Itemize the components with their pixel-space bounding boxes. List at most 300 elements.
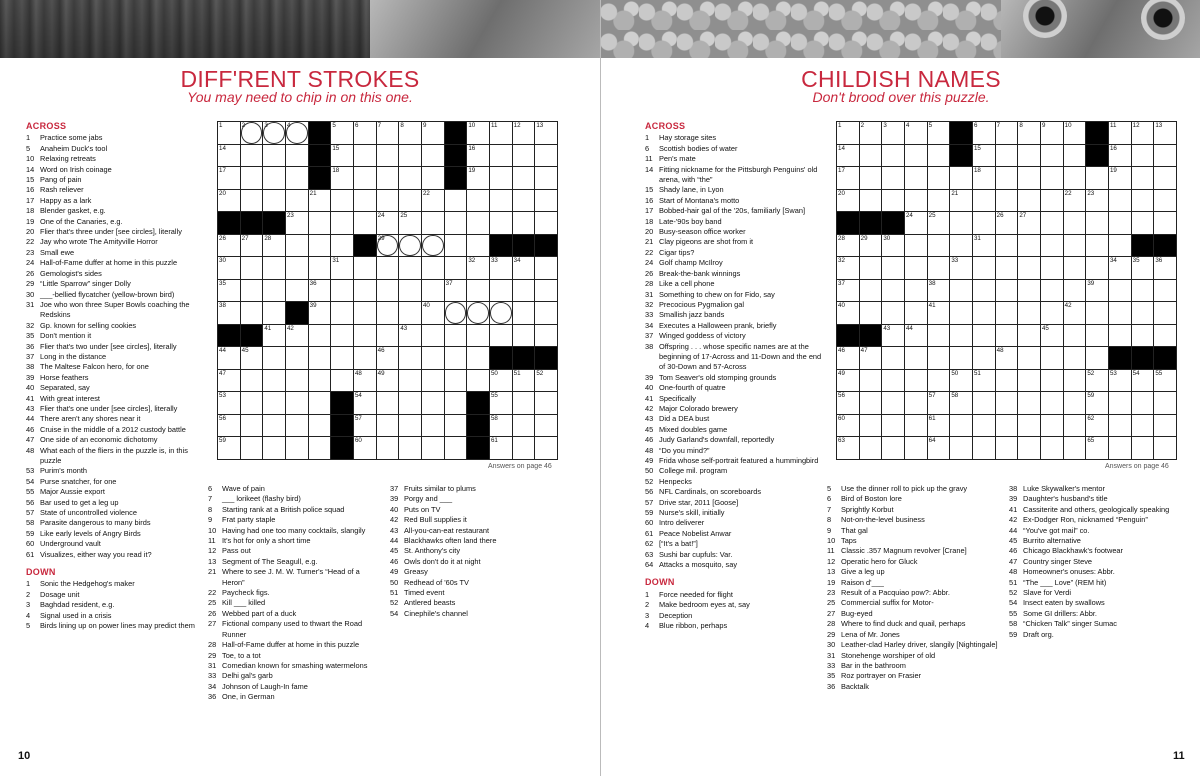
grid-cell[interactable] <box>1154 167 1176 189</box>
grid-cell[interactable] <box>996 212 1018 234</box>
grid-cell[interactable] <box>1109 122 1131 144</box>
grid-cell[interactable] <box>860 415 882 437</box>
grid-cell[interactable] <box>490 212 512 234</box>
grid-cell[interactable] <box>1064 190 1086 212</box>
grid-cell[interactable] <box>1018 325 1040 347</box>
crossword-grid[interactable] <box>836 121 1177 460</box>
grid-cell[interactable] <box>1132 437 1154 459</box>
grid-cell[interactable] <box>490 325 512 347</box>
grid-cell[interactable] <box>837 280 859 302</box>
grid-cell[interactable] <box>1018 212 1040 234</box>
grid-cell[interactable] <box>928 235 950 257</box>
grid-cell[interactable] <box>377 145 399 167</box>
grid-cell[interactable] <box>535 190 557 212</box>
grid-cell[interactable] <box>1086 190 1108 212</box>
grid-cell[interactable] <box>1018 167 1040 189</box>
grid-cell[interactable] <box>928 212 950 234</box>
grid-cell[interactable] <box>1064 167 1086 189</box>
grid-cell[interactable] <box>905 212 927 234</box>
grid-cell[interactable] <box>1018 370 1040 392</box>
grid-cell[interactable] <box>377 235 399 257</box>
grid-cell[interactable] <box>973 257 995 279</box>
grid-cell[interactable] <box>309 280 331 302</box>
grid-cell[interactable] <box>973 437 995 459</box>
grid-cell[interactable] <box>263 370 285 392</box>
grid-cell[interactable] <box>263 302 285 324</box>
grid-cell[interactable] <box>950 437 972 459</box>
grid-cell[interactable] <box>422 370 444 392</box>
grid-cell[interactable] <box>467 190 489 212</box>
grid-cell[interactable] <box>928 347 950 369</box>
grid-cell[interactable] <box>860 280 882 302</box>
grid-cell[interactable] <box>331 212 353 234</box>
grid-cell[interactable] <box>241 145 263 167</box>
grid-cell[interactable] <box>882 280 904 302</box>
grid-cell[interactable] <box>241 347 263 369</box>
grid-cell[interactable] <box>399 122 421 144</box>
grid-cell[interactable] <box>860 370 882 392</box>
grid-cell[interactable] <box>950 392 972 414</box>
grid-cell[interactable] <box>422 437 444 459</box>
grid-cell[interactable] <box>399 235 421 257</box>
grid-cell[interactable] <box>882 145 904 167</box>
grid-cell[interactable] <box>309 392 331 414</box>
grid-cell[interactable] <box>354 415 376 437</box>
grid-cell[interactable] <box>1018 392 1040 414</box>
grid-cell[interactable] <box>513 370 535 392</box>
grid-cell[interactable] <box>860 257 882 279</box>
grid-cell[interactable] <box>905 257 927 279</box>
grid-cell[interactable] <box>1109 415 1131 437</box>
grid-cell[interactable] <box>218 167 240 189</box>
grid-cell[interactable] <box>882 437 904 459</box>
grid-cell[interactable] <box>1109 392 1131 414</box>
grid-cell[interactable] <box>241 392 263 414</box>
grid-cell[interactable] <box>490 392 512 414</box>
grid-cell[interactable] <box>354 392 376 414</box>
grid-cell[interactable] <box>354 280 376 302</box>
grid-cell[interactable] <box>996 257 1018 279</box>
grid-cell[interactable] <box>399 145 421 167</box>
grid-cell[interactable] <box>354 347 376 369</box>
grid-cell[interactable] <box>490 167 512 189</box>
grid-cell[interactable] <box>950 280 972 302</box>
grid-cell[interactable] <box>1132 415 1154 437</box>
grid-cell[interactable] <box>882 415 904 437</box>
grid-cell[interactable] <box>377 415 399 437</box>
grid-cell[interactable] <box>1064 122 1086 144</box>
grid-cell[interactable] <box>445 392 467 414</box>
grid-cell[interactable] <box>1064 392 1086 414</box>
grid-cell[interactable] <box>309 370 331 392</box>
grid-cell[interactable] <box>513 302 535 324</box>
grid-cell[interactable] <box>331 302 353 324</box>
grid-cell[interactable] <box>535 437 557 459</box>
grid-cell[interactable] <box>377 302 399 324</box>
grid-cell[interactable] <box>377 167 399 189</box>
grid-cell[interactable] <box>1018 347 1040 369</box>
grid-cell[interactable] <box>218 257 240 279</box>
grid-cell[interactable] <box>331 370 353 392</box>
grid-cell[interactable] <box>1041 302 1063 324</box>
grid-cell[interactable] <box>286 190 308 212</box>
grid-cell[interactable] <box>241 415 263 437</box>
grid-cell[interactable] <box>996 167 1018 189</box>
grid-cell[interactable] <box>241 437 263 459</box>
grid-cell[interactable] <box>1109 167 1131 189</box>
grid-cell[interactable] <box>882 190 904 212</box>
grid-cell[interactable] <box>837 347 859 369</box>
grid-cell[interactable] <box>422 122 444 144</box>
grid-cell[interactable] <box>1086 325 1108 347</box>
grid-cell[interactable] <box>1086 415 1108 437</box>
grid-cell[interactable] <box>263 415 285 437</box>
grid-cell[interactable] <box>837 437 859 459</box>
grid-cell[interactable] <box>860 190 882 212</box>
grid-cell[interactable] <box>928 437 950 459</box>
grid-cell[interactable] <box>218 235 240 257</box>
grid-cell[interactable] <box>860 167 882 189</box>
grid-cell[interactable] <box>241 190 263 212</box>
grid-cell[interactable] <box>1064 302 1086 324</box>
grid-cell[interactable] <box>1064 212 1086 234</box>
grid-cell[interactable] <box>422 167 444 189</box>
grid-cell[interactable] <box>513 392 535 414</box>
grid-cell[interactable] <box>218 302 240 324</box>
grid-cell[interactable] <box>490 257 512 279</box>
grid-cell[interactable] <box>445 235 467 257</box>
grid-cell[interactable] <box>860 145 882 167</box>
grid-cell[interactable] <box>950 235 972 257</box>
grid-cell[interactable] <box>422 190 444 212</box>
grid-cell[interactable] <box>490 190 512 212</box>
grid-cell[interactable] <box>490 122 512 144</box>
grid-cell[interactable] <box>309 257 331 279</box>
grid-cell[interactable] <box>218 392 240 414</box>
grid-cell[interactable] <box>535 325 557 347</box>
grid-cell[interactable] <box>1086 167 1108 189</box>
grid-cell[interactable] <box>513 257 535 279</box>
grid-cell[interactable] <box>445 212 467 234</box>
grid-cell[interactable] <box>467 145 489 167</box>
grid-cell[interactable] <box>1041 280 1063 302</box>
grid-cell[interactable] <box>445 280 467 302</box>
grid-cell[interactable] <box>218 122 240 144</box>
grid-cell[interactable] <box>286 437 308 459</box>
grid-cell[interactable] <box>399 280 421 302</box>
grid-cell[interactable] <box>1154 302 1176 324</box>
grid-cell[interactable] <box>860 347 882 369</box>
grid-cell[interactable] <box>286 235 308 257</box>
grid-cell[interactable] <box>467 235 489 257</box>
grid-cell[interactable] <box>860 302 882 324</box>
grid-cell[interactable] <box>422 392 444 414</box>
grid-cell[interactable] <box>973 415 995 437</box>
grid-cell[interactable] <box>513 280 535 302</box>
grid-cell[interactable] <box>1086 235 1108 257</box>
grid-cell[interactable] <box>286 167 308 189</box>
grid-cell[interactable] <box>354 325 376 347</box>
grid-cell[interactable] <box>354 370 376 392</box>
grid-cell[interactable] <box>905 167 927 189</box>
grid-cell[interactable] <box>950 370 972 392</box>
grid-cell[interactable] <box>241 122 263 144</box>
grid-cell[interactable] <box>263 257 285 279</box>
grid-cell[interactable] <box>399 302 421 324</box>
grid-cell[interactable] <box>973 280 995 302</box>
grid-cell[interactable] <box>882 302 904 324</box>
grid-cell[interactable] <box>1154 257 1176 279</box>
grid-cell[interactable] <box>1154 212 1176 234</box>
grid-cell[interactable] <box>1086 392 1108 414</box>
grid-cell[interactable] <box>286 347 308 369</box>
grid-cell[interactable] <box>467 302 489 324</box>
grid-cell[interactable] <box>354 145 376 167</box>
grid-cell[interactable] <box>354 212 376 234</box>
grid-cell[interactable] <box>490 145 512 167</box>
grid-cell[interactable] <box>996 302 1018 324</box>
grid-cell[interactable] <box>996 235 1018 257</box>
grid-cell[interactable] <box>490 437 512 459</box>
grid-cell[interactable] <box>354 190 376 212</box>
grid-cell[interactable] <box>950 415 972 437</box>
grid-cell[interactable] <box>263 167 285 189</box>
grid-cell[interactable] <box>241 280 263 302</box>
grid-cell[interactable] <box>286 212 308 234</box>
grid-cell[interactable] <box>399 212 421 234</box>
grid-cell[interactable] <box>996 370 1018 392</box>
grid-cell[interactable] <box>513 190 535 212</box>
grid-cell[interactable] <box>837 370 859 392</box>
grid-cell[interactable] <box>905 280 927 302</box>
grid-cell[interactable] <box>286 392 308 414</box>
grid-cell[interactable] <box>513 122 535 144</box>
grid-cell[interactable] <box>1132 370 1154 392</box>
grid-cell[interactable] <box>331 347 353 369</box>
grid-cell[interactable] <box>513 437 535 459</box>
grid-cell[interactable] <box>905 235 927 257</box>
grid-cell[interactable] <box>1154 190 1176 212</box>
grid-cell[interactable] <box>928 257 950 279</box>
grid-cell[interactable] <box>218 280 240 302</box>
grid-cell[interactable] <box>218 415 240 437</box>
grid-cell[interactable] <box>996 325 1018 347</box>
grid-cell[interactable] <box>331 122 353 144</box>
grid-cell[interactable] <box>399 415 421 437</box>
grid-cell[interactable] <box>1064 235 1086 257</box>
grid-cell[interactable] <box>535 392 557 414</box>
grid-cell[interactable] <box>1109 190 1131 212</box>
grid-cell[interactable] <box>1086 347 1108 369</box>
grid-cell[interactable] <box>377 122 399 144</box>
grid-cell[interactable] <box>1018 235 1040 257</box>
grid-cell[interactable] <box>837 122 859 144</box>
grid-cell[interactable] <box>422 257 444 279</box>
grid-cell[interactable] <box>996 280 1018 302</box>
grid-cell[interactable] <box>309 212 331 234</box>
grid-cell[interactable] <box>218 145 240 167</box>
grid-cell[interactable] <box>1018 122 1040 144</box>
grid-cell[interactable] <box>1041 190 1063 212</box>
grid-cell[interactable] <box>1154 392 1176 414</box>
grid-cell[interactable] <box>377 347 399 369</box>
grid-cell[interactable] <box>996 145 1018 167</box>
grid-cell[interactable] <box>467 257 489 279</box>
grid-cell[interactable] <box>1132 122 1154 144</box>
grid-cell[interactable] <box>950 347 972 369</box>
grid-cell[interactable] <box>535 370 557 392</box>
grid-cell[interactable] <box>928 302 950 324</box>
grid-cell[interactable] <box>950 167 972 189</box>
grid-cell[interactable] <box>1109 212 1131 234</box>
grid-cell[interactable] <box>490 280 512 302</box>
grid-cell[interactable] <box>837 302 859 324</box>
grid-cell[interactable] <box>354 257 376 279</box>
grid-cell[interactable] <box>996 415 1018 437</box>
grid-cell[interactable] <box>1041 257 1063 279</box>
grid-cell[interactable] <box>399 392 421 414</box>
grid-cell[interactable] <box>467 212 489 234</box>
grid-cell[interactable] <box>1041 415 1063 437</box>
grid-cell[interactable] <box>399 167 421 189</box>
grid-cell[interactable] <box>1018 437 1040 459</box>
grid-cell[interactable] <box>973 167 995 189</box>
grid-cell[interactable] <box>1086 212 1108 234</box>
grid-cell[interactable] <box>467 122 489 144</box>
grid-cell[interactable] <box>377 257 399 279</box>
grid-cell[interactable] <box>1018 145 1040 167</box>
grid-cell[interactable] <box>882 392 904 414</box>
grid-cell[interactable] <box>1041 212 1063 234</box>
grid-cell[interactable] <box>882 325 904 347</box>
grid-cell[interactable] <box>1064 437 1086 459</box>
grid-cell[interactable] <box>837 235 859 257</box>
grid-cell[interactable] <box>882 235 904 257</box>
grid-cell[interactable] <box>928 145 950 167</box>
grid-cell[interactable] <box>399 437 421 459</box>
grid-cell[interactable] <box>467 370 489 392</box>
grid-cell[interactable] <box>1018 415 1040 437</box>
grid-cell[interactable] <box>950 190 972 212</box>
grid-cell[interactable] <box>263 392 285 414</box>
grid-cell[interactable] <box>973 145 995 167</box>
grid-cell[interactable] <box>377 190 399 212</box>
grid-cell[interactable] <box>973 122 995 144</box>
grid-cell[interactable] <box>1109 370 1131 392</box>
grid-cell[interactable] <box>1064 280 1086 302</box>
grid-cell[interactable] <box>399 325 421 347</box>
grid-cell[interactable] <box>263 235 285 257</box>
grid-cell[interactable] <box>1064 370 1086 392</box>
grid-cell[interactable] <box>905 145 927 167</box>
grid-cell[interactable] <box>1086 280 1108 302</box>
grid-cell[interactable] <box>950 325 972 347</box>
grid-cell[interactable] <box>928 392 950 414</box>
grid-cell[interactable] <box>1109 325 1131 347</box>
grid-cell[interactable] <box>1086 302 1108 324</box>
grid-cell[interactable] <box>513 415 535 437</box>
grid-cell[interactable] <box>860 437 882 459</box>
grid-cell[interactable] <box>905 392 927 414</box>
grid-cell[interactable] <box>950 212 972 234</box>
grid-cell[interactable] <box>445 415 467 437</box>
grid-cell[interactable] <box>331 280 353 302</box>
grid-cell[interactable] <box>422 145 444 167</box>
grid-cell[interactable] <box>286 415 308 437</box>
grid-cell[interactable] <box>467 280 489 302</box>
grid-cell[interactable] <box>490 415 512 437</box>
grid-cell[interactable] <box>513 145 535 167</box>
grid-cell[interactable] <box>490 370 512 392</box>
grid-cell[interactable] <box>1109 280 1131 302</box>
grid-cell[interactable] <box>1086 257 1108 279</box>
grid-cell[interactable] <box>1132 145 1154 167</box>
grid-cell[interactable] <box>467 167 489 189</box>
grid-cell[interactable] <box>377 280 399 302</box>
grid-cell[interactable] <box>837 145 859 167</box>
grid-cell[interactable] <box>354 437 376 459</box>
grid-cell[interactable] <box>1086 370 1108 392</box>
grid-cell[interactable] <box>490 302 512 324</box>
grid-cell[interactable] <box>1018 302 1040 324</box>
grid-cell[interactable] <box>422 212 444 234</box>
grid-cell[interactable] <box>535 257 557 279</box>
grid-cell[interactable] <box>309 190 331 212</box>
grid-cell[interactable] <box>513 167 535 189</box>
grid-cell[interactable] <box>445 302 467 324</box>
grid-cell[interactable] <box>837 257 859 279</box>
grid-cell[interactable] <box>1041 325 1063 347</box>
grid-cell[interactable] <box>241 257 263 279</box>
grid-cell[interactable] <box>1154 325 1176 347</box>
grid-cell[interactable] <box>354 122 376 144</box>
grid-cell[interactable] <box>996 122 1018 144</box>
grid-cell[interactable] <box>399 257 421 279</box>
grid-cell[interactable] <box>1041 437 1063 459</box>
grid-cell[interactable] <box>1041 122 1063 144</box>
grid-cell[interactable] <box>422 280 444 302</box>
grid-cell[interactable] <box>535 122 557 144</box>
grid-cell[interactable] <box>1064 257 1086 279</box>
grid-cell[interactable] <box>1109 145 1131 167</box>
grid-cell[interactable] <box>263 325 285 347</box>
grid-cell[interactable] <box>882 122 904 144</box>
grid-cell[interactable] <box>467 347 489 369</box>
grid-cell[interactable] <box>331 235 353 257</box>
grid-cell[interactable] <box>996 347 1018 369</box>
grid-cell[interactable] <box>1109 302 1131 324</box>
grid-cell[interactable] <box>996 392 1018 414</box>
grid-cell[interactable] <box>1132 212 1154 234</box>
grid-cell[interactable] <box>928 167 950 189</box>
grid-cell[interactable] <box>263 190 285 212</box>
grid-cell[interactable] <box>860 122 882 144</box>
grid-cell[interactable] <box>241 370 263 392</box>
grid-cell[interactable] <box>513 325 535 347</box>
grid-cell[interactable] <box>1109 257 1131 279</box>
grid-cell[interactable] <box>928 370 950 392</box>
grid-cell[interactable] <box>445 190 467 212</box>
grid-cell[interactable] <box>535 212 557 234</box>
grid-cell[interactable] <box>309 347 331 369</box>
grid-cell[interactable] <box>1064 145 1086 167</box>
grid-cell[interactable] <box>445 370 467 392</box>
grid-cell[interactable] <box>882 257 904 279</box>
grid-cell[interactable] <box>354 302 376 324</box>
grid-cell[interactable] <box>354 167 376 189</box>
grid-cell[interactable] <box>1041 235 1063 257</box>
grid-cell[interactable] <box>950 302 972 324</box>
